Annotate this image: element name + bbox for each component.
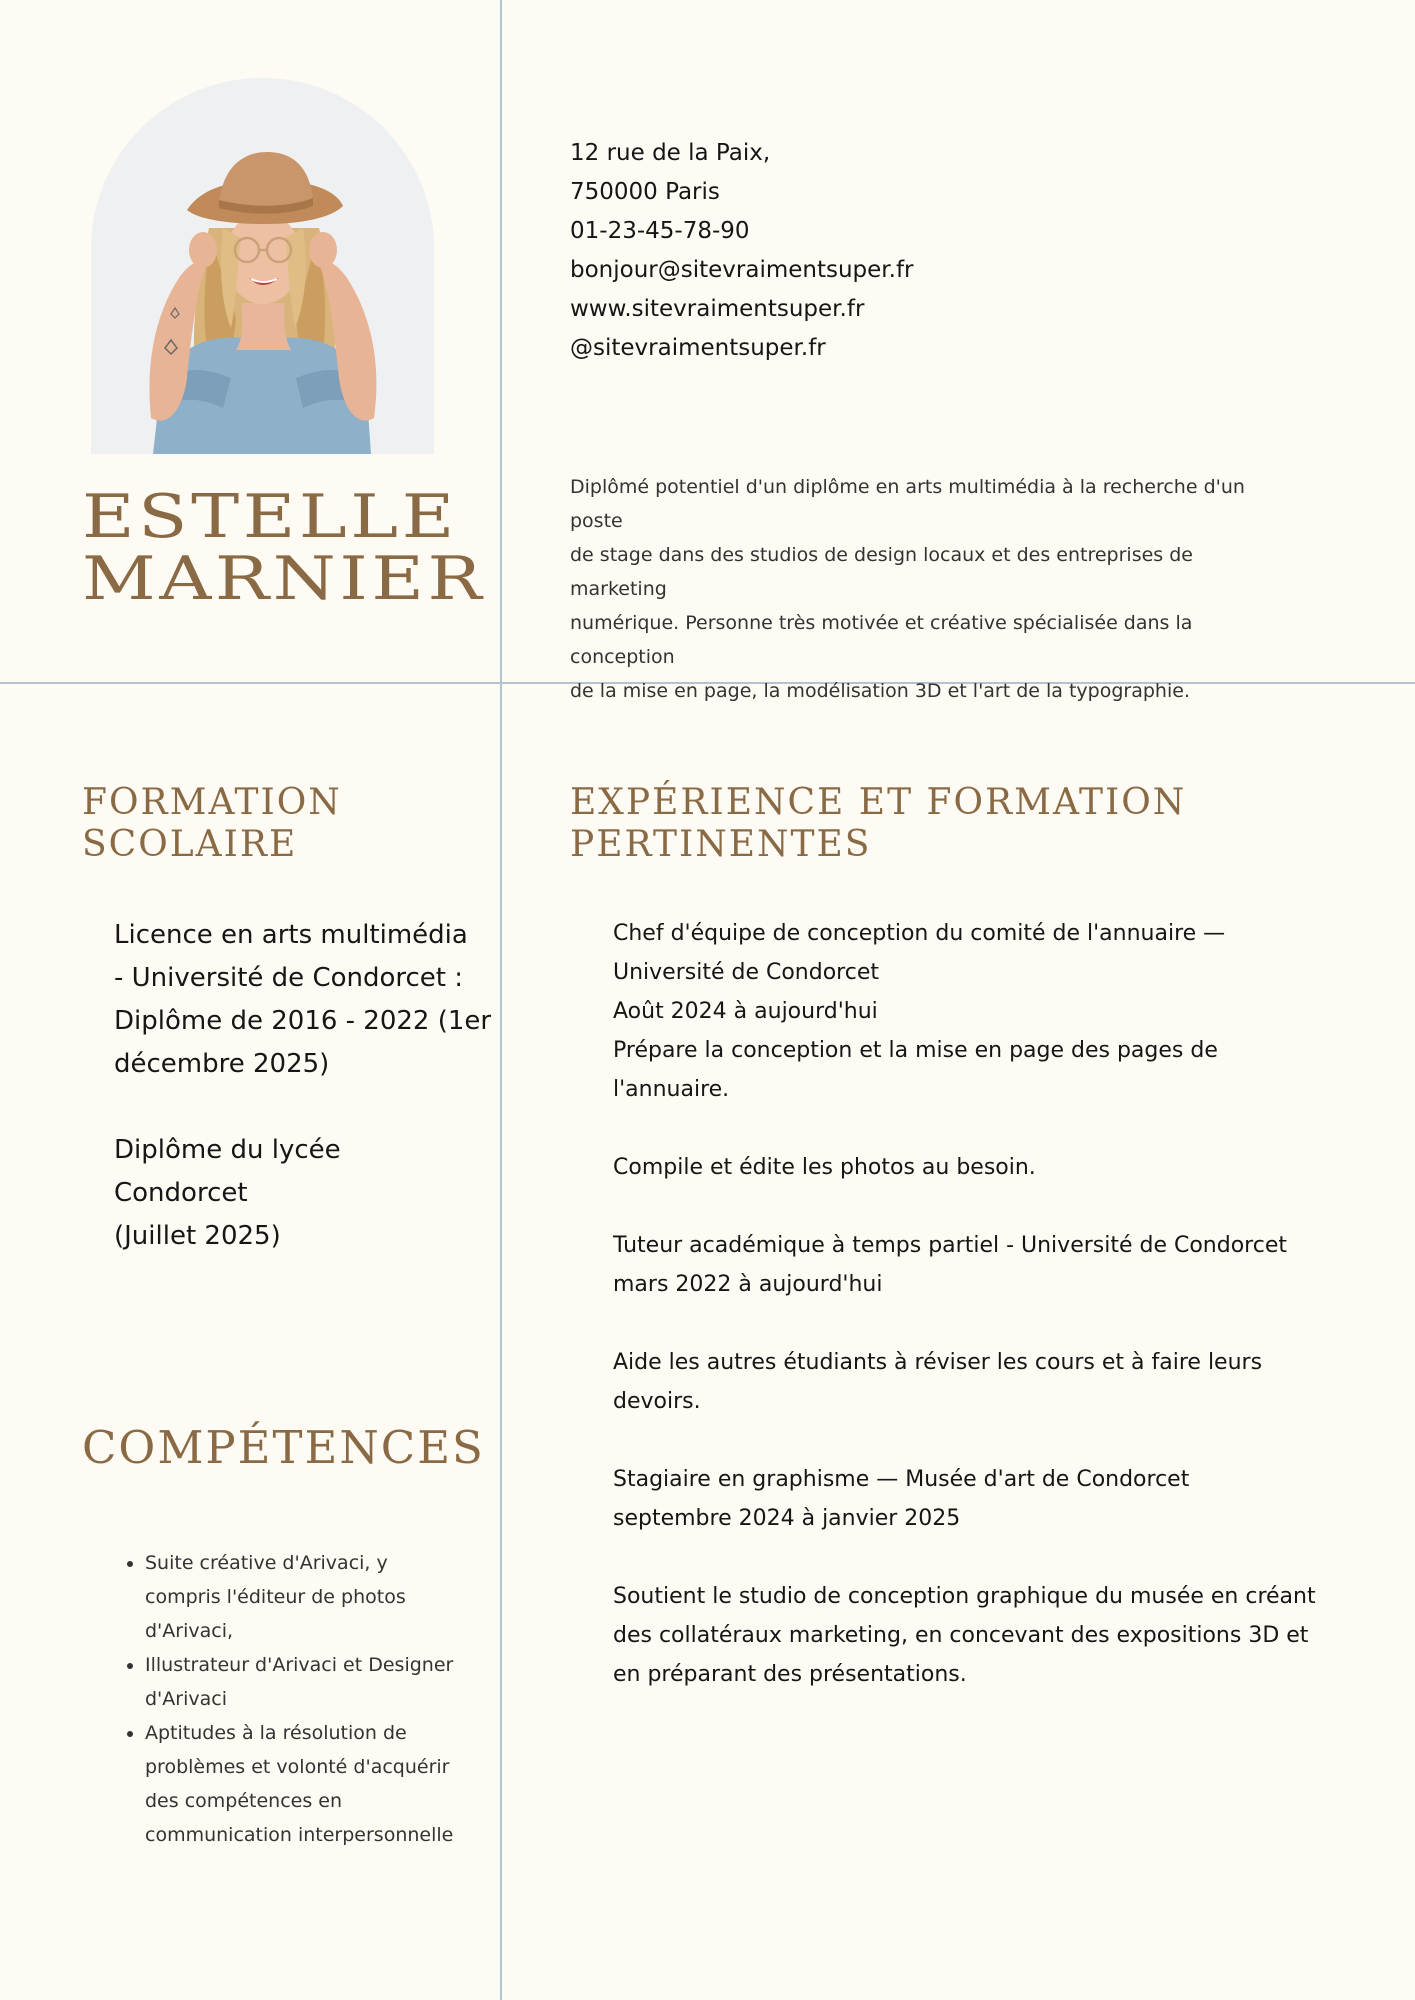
formation-line: - Université de Condorcet : <box>114 963 464 993</box>
experience-spacer <box>613 1187 1333 1226</box>
name-last: MARNIER <box>82 544 486 614</box>
vertical-divider <box>500 0 502 2000</box>
experience-heading <box>570 782 1350 866</box>
phone-number: 01-23-45-78-90 <box>570 218 750 244</box>
experience-line: Août 2024 à aujourd'hui <box>613 999 878 1024</box>
skill-line: • Illustrateur d'Arivaci et Designer <box>145 1654 454 1676</box>
experience-line: Tuteur académique à temps partiel - Université de Condorcet <box>613 1233 1287 1258</box>
skill-line: • Aptitudes à la résolution de <box>145 1722 407 1744</box>
summary-line: Diplômé potentiel d'un diplôme en arts multimédia à la recherche d'un poste <box>570 476 1245 532</box>
formation-heading-line-2: SCOLAIRE <box>82 824 298 865</box>
candidate-name <box>82 482 538 614</box>
formation-line: Diplôme du lycée <box>114 1135 341 1165</box>
skills-list <box>114 1546 485 1852</box>
experience-line: Prépare la conception et la mise en page des pages de <box>613 1038 1218 1063</box>
skill-line: d'Arivaci <box>145 1688 227 1710</box>
formation-heading <box>82 782 462 866</box>
experience-line: mars 2022 à aujourd'hui <box>613 1272 883 1297</box>
skill-line: • Suite créative d'Arivaci, y <box>145 1552 388 1574</box>
experience-heading-line-2: PERTINENTES <box>570 824 872 865</box>
formation-line: (Juillet 2025) <box>114 1221 281 1251</box>
skill-line: problèmes et volonté d'acquérir <box>145 1756 450 1778</box>
experience-line: Compile et édite les photos au besoin. <box>613 1155 1036 1180</box>
skill-item <box>145 1716 485 1852</box>
formation-entry-highschool <box>114 1129 474 1258</box>
experience-line: Aide les autres étudiants à réviser les cours et à faire leurs <box>613 1350 1263 1375</box>
experience-spacer <box>613 1538 1333 1577</box>
competences-heading-text: COMPÉTENCES <box>82 1421 485 1474</box>
experience-spacer <box>613 1109 1333 1148</box>
skill-item <box>145 1648 485 1716</box>
address-line-2: 750000 Paris <box>570 179 720 205</box>
formation-list <box>114 914 492 1301</box>
social-handle: @sitevraimentsuper.fr <box>570 335 826 361</box>
experience-line: devoirs. <box>613 1389 701 1414</box>
formation-line: décembre 2025) <box>114 1049 330 1079</box>
profile-photo <box>91 78 434 454</box>
formation-heading-line-1: FORMATION <box>82 782 342 823</box>
skill-line: compris l'éditeur de photos <box>145 1586 406 1608</box>
experience-line: Université de Condorcet <box>613 960 879 985</box>
skill-item <box>145 1546 485 1648</box>
experience-line: Chef d'équipe de conception du comité de l'annuaire — <box>613 921 1226 946</box>
summary-line: numérique. Personne très motivée et créative spécialisée dans la conception <box>570 612 1193 668</box>
experience-line: Soutient le studio de conception graphique du musée en créant <box>613 1584 1316 1609</box>
experience-line: Stagiaire en graphisme — Musée d'art de Condorcet <box>613 1467 1190 1492</box>
summary-line: de la mise en page, la modélisation 3D et l'art de la typographie. <box>570 680 1190 702</box>
formation-entry-degree <box>114 914 492 1086</box>
address-line-1: 12 rue de la Paix, <box>570 140 771 166</box>
contact-block <box>570 134 1270 368</box>
formation-line: Licence en arts multimédia <box>114 920 468 950</box>
email-address: bonjour@sitevraimentsuper.fr <box>570 257 914 283</box>
experience-heading-line-1: EXPÉRIENCE ET FORMATION <box>570 782 1187 823</box>
experience-line: septembre 2024 à janvier 2025 <box>613 1506 961 1531</box>
experience-line: des collatéraux marketing, en concevant des expositions 3D et <box>613 1623 1309 1648</box>
website: www.sitevraimentsuper.fr <box>570 296 865 322</box>
profile-summary <box>570 470 1290 708</box>
experience-line: en préparant des présentations. <box>613 1662 967 1687</box>
competences-heading <box>82 1421 485 1474</box>
summary-line: de stage dans des studios de design locaux et des entreprises de marketing <box>570 544 1193 600</box>
experience-spacer <box>613 1421 1333 1460</box>
skill-line: des compétences en <box>145 1790 343 1812</box>
formation-line: Condorcet <box>114 1178 248 1208</box>
skill-line: d'Arivaci, <box>145 1620 234 1642</box>
experience-spacer <box>613 1304 1333 1343</box>
skill-line: communication interpersonnelle <box>145 1824 454 1846</box>
experience-line: l'annuaire. <box>613 1077 730 1102</box>
formation-line: Diplôme de 2016 - 2022 (1er <box>114 1006 492 1036</box>
experience-list <box>613 914 1333 1694</box>
name-first: ESTELLE <box>82 482 458 552</box>
